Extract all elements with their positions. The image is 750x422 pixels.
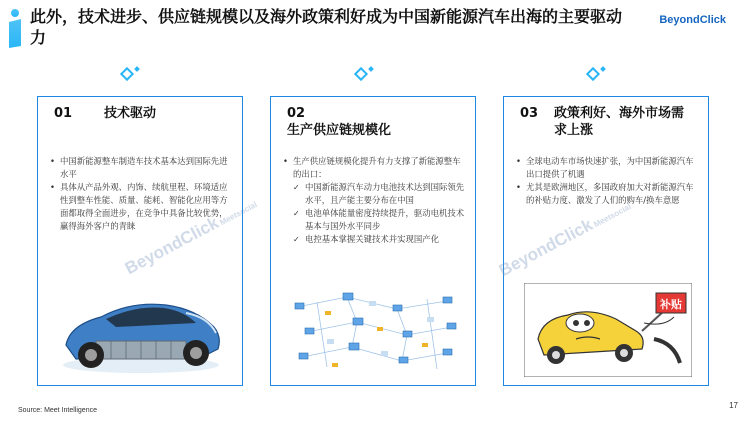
- card-policy-market: [503, 96, 709, 386]
- card-supply-chain: [270, 96, 476, 386]
- bullet-item: • 尤其是欧洲地区，多国政府加大对新能源汽车的补贴力度、激发了人们的购车/换车意愿: [514, 181, 700, 207]
- bullet-item: • 全球电动车市场快速扩张，为中国新能源汽车出口提供了机遇: [514, 155, 700, 181]
- check-item: ✓ 中国新能源汽车动力电池技术达到国际领先水平，且产能主要分布在中国: [281, 181, 467, 207]
- subsidy-cartoon-car-illustration: [524, 283, 692, 377]
- card-header: [520, 105, 698, 139]
- card-title: 技术驱动: [104, 106, 157, 121]
- logo-mark-icon: [6, 8, 22, 48]
- bullet-item: • 具体从产品外观、内饰、续航里程、环境适应性到整车性能、质量、能耗、智能化应用等方面都取得全面进步，在竞争中具备比较优势，赢得海外客户的青睐: [48, 181, 234, 233]
- card-header: [54, 105, 232, 122]
- diamond-decoration-icon: [354, 66, 376, 82]
- bullet-item: • 生产供应链规模化提升有力支撑了新能源整车的出口：: [281, 155, 467, 181]
- card-tech-driven: [37, 96, 243, 386]
- subsidy-sign-label: 补贴: [660, 298, 682, 311]
- check-item: ✓ 电控基本掌握关键技术并实现国产化: [281, 233, 467, 246]
- electric-car-chassis-illustration: [56, 293, 226, 377]
- source-note: Source: Meet Intelligence: [18, 407, 97, 414]
- card-header: [287, 105, 465, 139]
- bullet-list: [281, 155, 467, 246]
- page-number: 17: [729, 401, 738, 410]
- watermark: BeyondClickMeetsocial: [495, 201, 633, 281]
- diamond-decoration-icon: [586, 66, 608, 82]
- card-number: 01: [54, 106, 73, 121]
- brand-logo: BeyondClick: [659, 14, 726, 26]
- card-title: 政策利好、海外市场需求上涨: [554, 106, 685, 138]
- watermark: BeyondClickMeetsocial: [121, 199, 259, 279]
- card-title: 生产供应链规模化: [287, 123, 392, 138]
- bullet-item: • 中国新能源整车制造车技术基本达到国际先进水平: [48, 155, 234, 181]
- check-item: ✓ 电池单体能量密度持续提升，驱动电机技术基本与国外水平同步: [281, 207, 467, 233]
- card-number: 03: [520, 106, 539, 121]
- supply-chain-network-illustration: [287, 287, 463, 377]
- page-title: 此外，技术进步、供应链规模以及海外政策利好成为中国新能源汽车出海的主要驱动力: [30, 7, 623, 47]
- diamond-decoration-icon: [120, 66, 142, 82]
- bullet-list: [48, 155, 234, 233]
- bullet-list: [514, 155, 700, 207]
- card-number: 02: [287, 106, 306, 121]
